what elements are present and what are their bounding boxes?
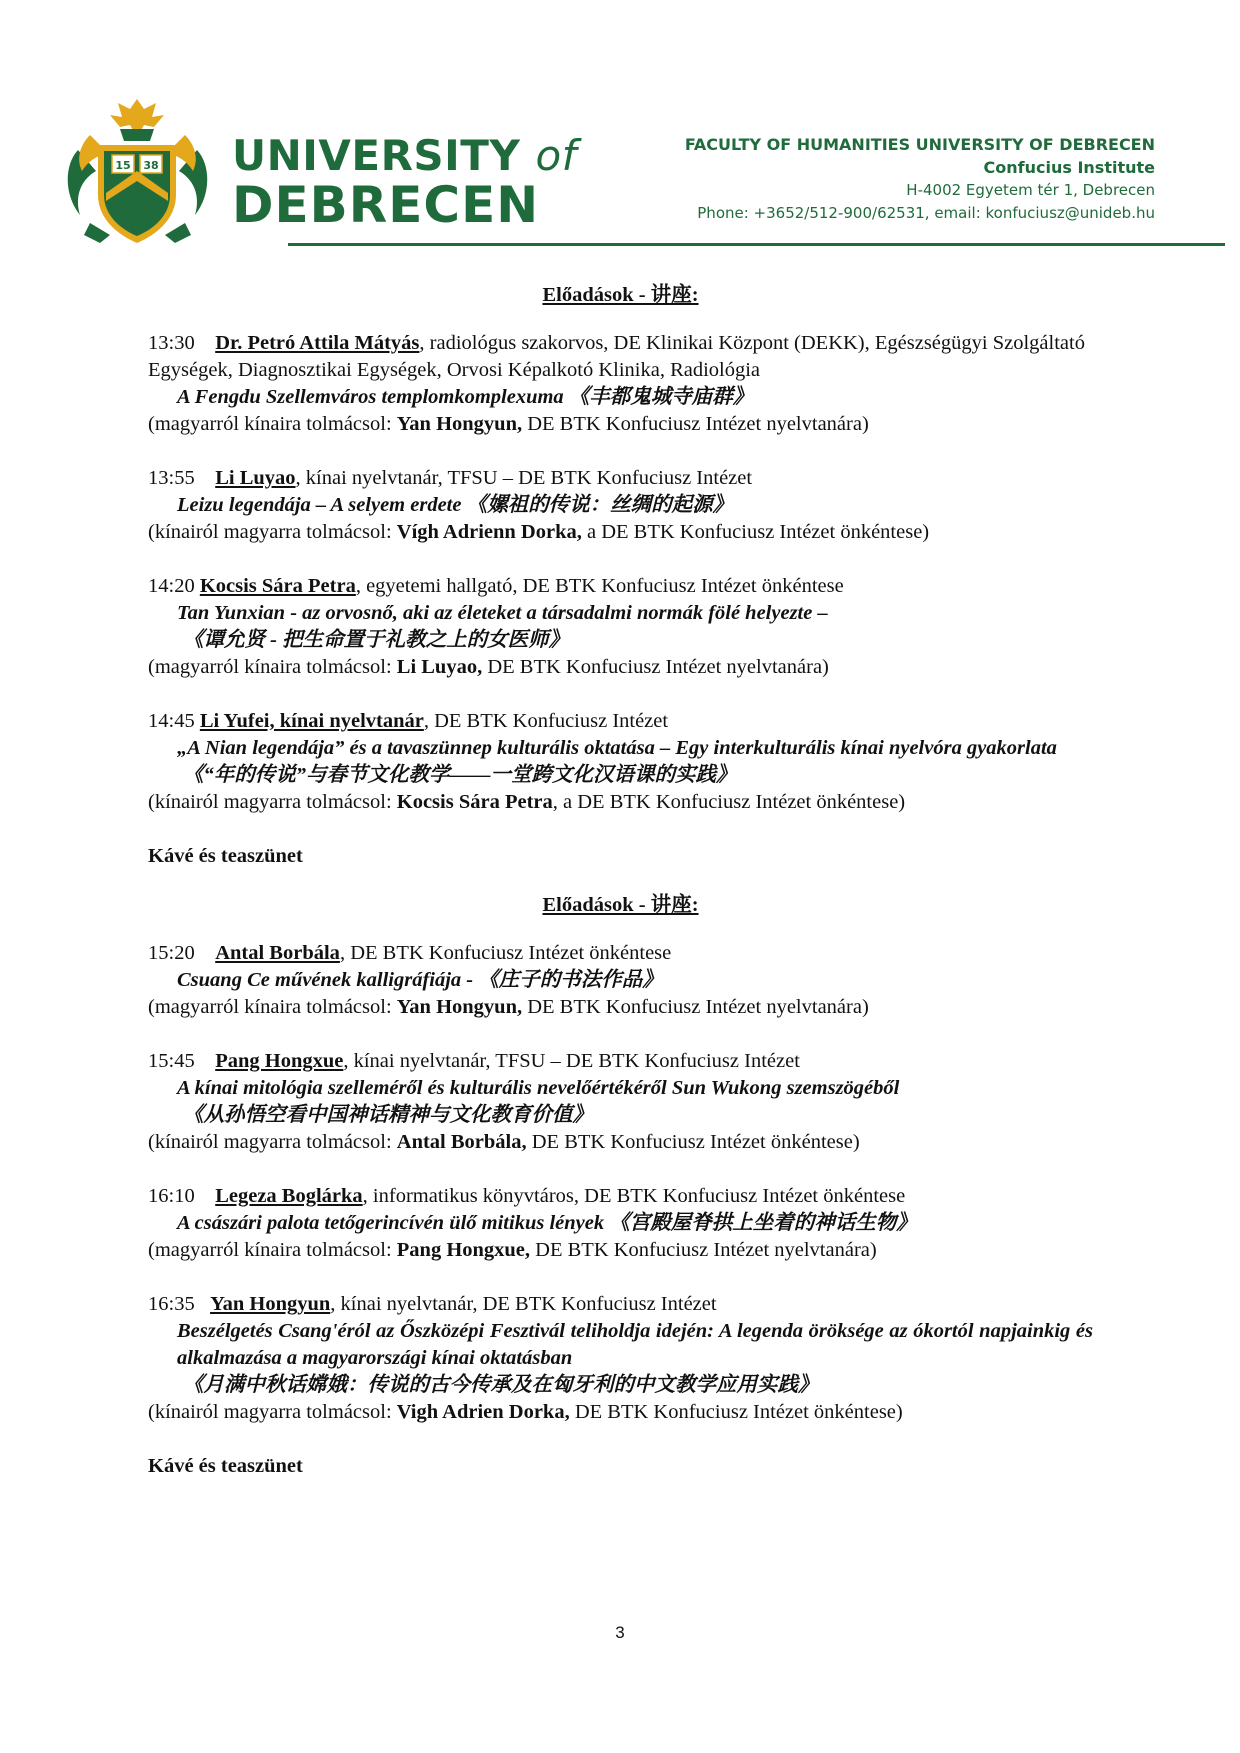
interp-prefix: (kínairól magyarra tolmácsol:: [148, 1401, 397, 1423]
interp-prefix: (kínairól magyarra tolmácsol:: [148, 791, 397, 813]
interp-prefix: (kínairól magyarra tolmácsol:: [148, 521, 397, 543]
speaker-affiliation: , DE BTK Konfuciusz Intézet: [423, 710, 669, 732]
interp-prefix: (magyarról kínaira tolmácsol:: [148, 656, 397, 678]
interp-suffix: a DE BTK Konfuciusz Intézet önkéntese): [581, 521, 930, 543]
lecture-time: 15:45: [148, 1050, 195, 1072]
speaker-affiliation: , kínai nyelvtanár, DE BTK Konfuciusz Intézet: [330, 1293, 717, 1315]
talk-title: Csuang Ce művének kalligráfiája - 《庄子的书法作品》: [177, 969, 663, 991]
speaker-affiliation: , kínai nyelvtanár, TFSU – DE BTK Konfuciusz Intézet: [295, 467, 753, 489]
interpreter-line: [148, 1129, 1093, 1156]
section-title-1: Előadások - 讲座:: [542, 284, 699, 306]
talk-title: A kínai mitológia szelleméről és kulturális nevelőértékéről Sun Wukong szemszögéből: [177, 1077, 900, 1099]
talk-title-chinese: 《“年的传说”与春节文化教学——一堂跨文化汉语课的实践》: [183, 764, 737, 786]
coffee-break: Kávé és teaszünet: [148, 845, 303, 867]
speaker-name: Pang Hongxue: [215, 1050, 344, 1072]
lecture-time: 14:45: [148, 710, 195, 732]
interpreter-line: [148, 1399, 1093, 1426]
interpreter-line: [148, 994, 1093, 1021]
speaker-affiliation: , egyetemi hallgató, DE BTK Konfuciusz Intézet önkéntese: [355, 575, 844, 597]
talk-title-chinese: 《谭允贤 - 把生命置于礼教之上的女医师》: [183, 629, 570, 651]
talk-title: Tan Yunxian - az orvosnő, aki az életeket a társadalmi normák fölé helyezte –: [177, 602, 828, 624]
interpreter-name: Vigh Adrien Dorka,: [396, 1401, 570, 1423]
lecture-entry: [148, 1291, 1093, 1426]
section-title-2: Előadások - 讲座:: [542, 894, 699, 916]
lecture-entry: [148, 708, 1093, 816]
page-number: 3: [615, 1623, 625, 1642]
interpreter-name: Li Luyao,: [396, 656, 483, 678]
wordmark-university: UNIVERSITY: [232, 131, 521, 180]
speaker-name: Kocsis Sára Petra: [199, 575, 356, 597]
speaker-affiliation: , radiológus szakorvos, DE Klinikai Központ (DEKK), Egészségügyi Szolgáltató Egységek, Diagnosztikai Egységek, Orvosi Képalkotó Klinika, Radiológia: [148, 332, 1085, 381]
institute-name: Confucius Institute: [983, 158, 1155, 177]
address: H-4002 Egyetem tér 1, Debrecen: [906, 181, 1155, 199]
speaker-affiliation: , DE BTK Konfuciusz Intézet önkéntese: [339, 942, 672, 964]
interpreter-line: [148, 789, 1093, 816]
talk-title: Leizu legendája – A selyem erdete 《嫘祖的传说：丝绸的起源》: [177, 494, 734, 516]
interpreter-name: Yan Hongyun,: [396, 996, 523, 1018]
interp-prefix: (magyarról kínaira tolmácsol:: [148, 413, 397, 435]
svg-text:38: 38: [143, 159, 159, 172]
header-divider: [288, 243, 1225, 246]
interpreter-name: Vígh Adrienn Dorka,: [396, 521, 582, 543]
interpreter-name: Pang Hongxue,: [396, 1239, 531, 1261]
lecture-entry: [148, 1048, 1093, 1156]
interp-suffix: DE BTK Konfuciusz Intézet önkéntese): [526, 1131, 860, 1153]
wordmark-debrecen: DEBRECEN: [232, 176, 540, 234]
speaker-affiliation: , kínai nyelvtanár, TFSU – DE BTK Konfuciusz Intézet: [343, 1050, 800, 1072]
speaker-name: Dr. Petró Attila Mátyás: [215, 332, 420, 354]
lecture-entry: [148, 465, 1093, 546]
lecture-entry: [148, 1183, 1093, 1264]
coffee-break: Kávé és teaszünet: [148, 1455, 303, 1477]
speaker-affiliation: , informatikus könyvtáros, DE BTK Konfuciusz Intézet önkéntese: [362, 1185, 906, 1207]
talk-title: „A Nian legendája” és a tavaszünnep kulturális oktatása – Egy interkulturális kínai nyelvóra gyakorlata: [177, 737, 1057, 759]
lecture-time: 15:20: [148, 942, 195, 964]
interpreter-name: Kocsis Sára Petra: [396, 791, 553, 813]
lecture-entry: [148, 573, 1093, 681]
talk-title: A Fengdu Szellemváros templomkomplexuma 《丰都鬼城寺庙群》: [177, 386, 754, 408]
interp-prefix: (magyarról kínaira tolmácsol:: [148, 996, 397, 1018]
speaker-name: Yan Hongyun: [210, 1293, 331, 1315]
interp-prefix: (kínairól magyarra tolmácsol:: [148, 1131, 397, 1153]
university-wordmark: [232, 131, 577, 234]
speaker-name: Li Yufei, kínai nyelvtanár: [199, 710, 424, 732]
talk-title-chinese: 《月满中秋话嫦娥：传说的古今传承及在匈牙利的中文教学应用实践》: [183, 1374, 819, 1396]
speaker-name: Legeza Boglárka: [215, 1185, 363, 1207]
contact-block: [685, 133, 1155, 225]
interp-suffix: DE BTK Konfuciusz Intézet nyelvtanára): [482, 656, 829, 678]
interp-suffix: DE BTK Konfuciusz Intézet nyelvtanára): [530, 1239, 877, 1261]
speaker-name: Li Luyao: [215, 467, 296, 489]
talk-title: A császári palota tetőgerincívén ülő mitikus lények 《宫殿屋脊拱上坐着的神话生物》: [177, 1212, 917, 1234]
program-content: [148, 282, 1093, 1502]
lecture-time: 16:10: [148, 1185, 195, 1207]
svg-text:15: 15: [115, 159, 131, 172]
university-crest-logo: [60, 95, 215, 250]
phone-email: Phone: +3652/512-900/62531, email: konfuciusz@unideb.hu: [697, 204, 1155, 222]
interpreter-line: [148, 1237, 1093, 1264]
interp-suffix: DE BTK Konfuciusz Intézet nyelvtanára): [522, 996, 869, 1018]
interpreter-name: Antal Borbála,: [396, 1131, 527, 1153]
speaker-name: Antal Borbála: [215, 942, 340, 964]
letterhead: [60, 95, 1165, 250]
lecture-time: 16:35: [148, 1293, 195, 1315]
interpreter-line: [148, 654, 1093, 681]
interp-prefix: (magyarról kínaira tolmácsol:: [148, 1239, 397, 1261]
lecture-time: 14:20: [148, 575, 195, 597]
talk-title: Beszélgetés Csang'éról az Őszközépi Fesztivál teliholdja idején: A legenda öröksége az ókortól napjainkig és alkalmazása a magyarországi kínai oktatásban: [177, 1320, 1093, 1369]
faculty-name: FACULTY OF HUMANITIES UNIVERSITY OF DEBRECEN: [684, 135, 1155, 154]
interp-suffix: DE BTK Konfuciusz Intézet önkéntese): [569, 1401, 903, 1423]
lecture-entry: [148, 330, 1093, 438]
lecture-entry: [148, 940, 1093, 1021]
interpreter-line: [148, 519, 1093, 546]
interp-suffix: DE BTK Konfuciusz Intézet nyelvtanára): [522, 413, 869, 435]
lecture-time: 13:30: [148, 332, 195, 354]
interpreter-line: [148, 411, 1093, 438]
wordmark-of: of: [535, 131, 577, 180]
interp-suffix: , a DE BTK Konfuciusz Intézet önkéntese): [552, 791, 906, 813]
lecture-time: 13:55: [148, 467, 195, 489]
talk-title-chinese: 《从孙悟空看中国神话精神与文化教育价值》: [183, 1104, 593, 1126]
interpreter-name: Yan Hongyun,: [396, 413, 523, 435]
